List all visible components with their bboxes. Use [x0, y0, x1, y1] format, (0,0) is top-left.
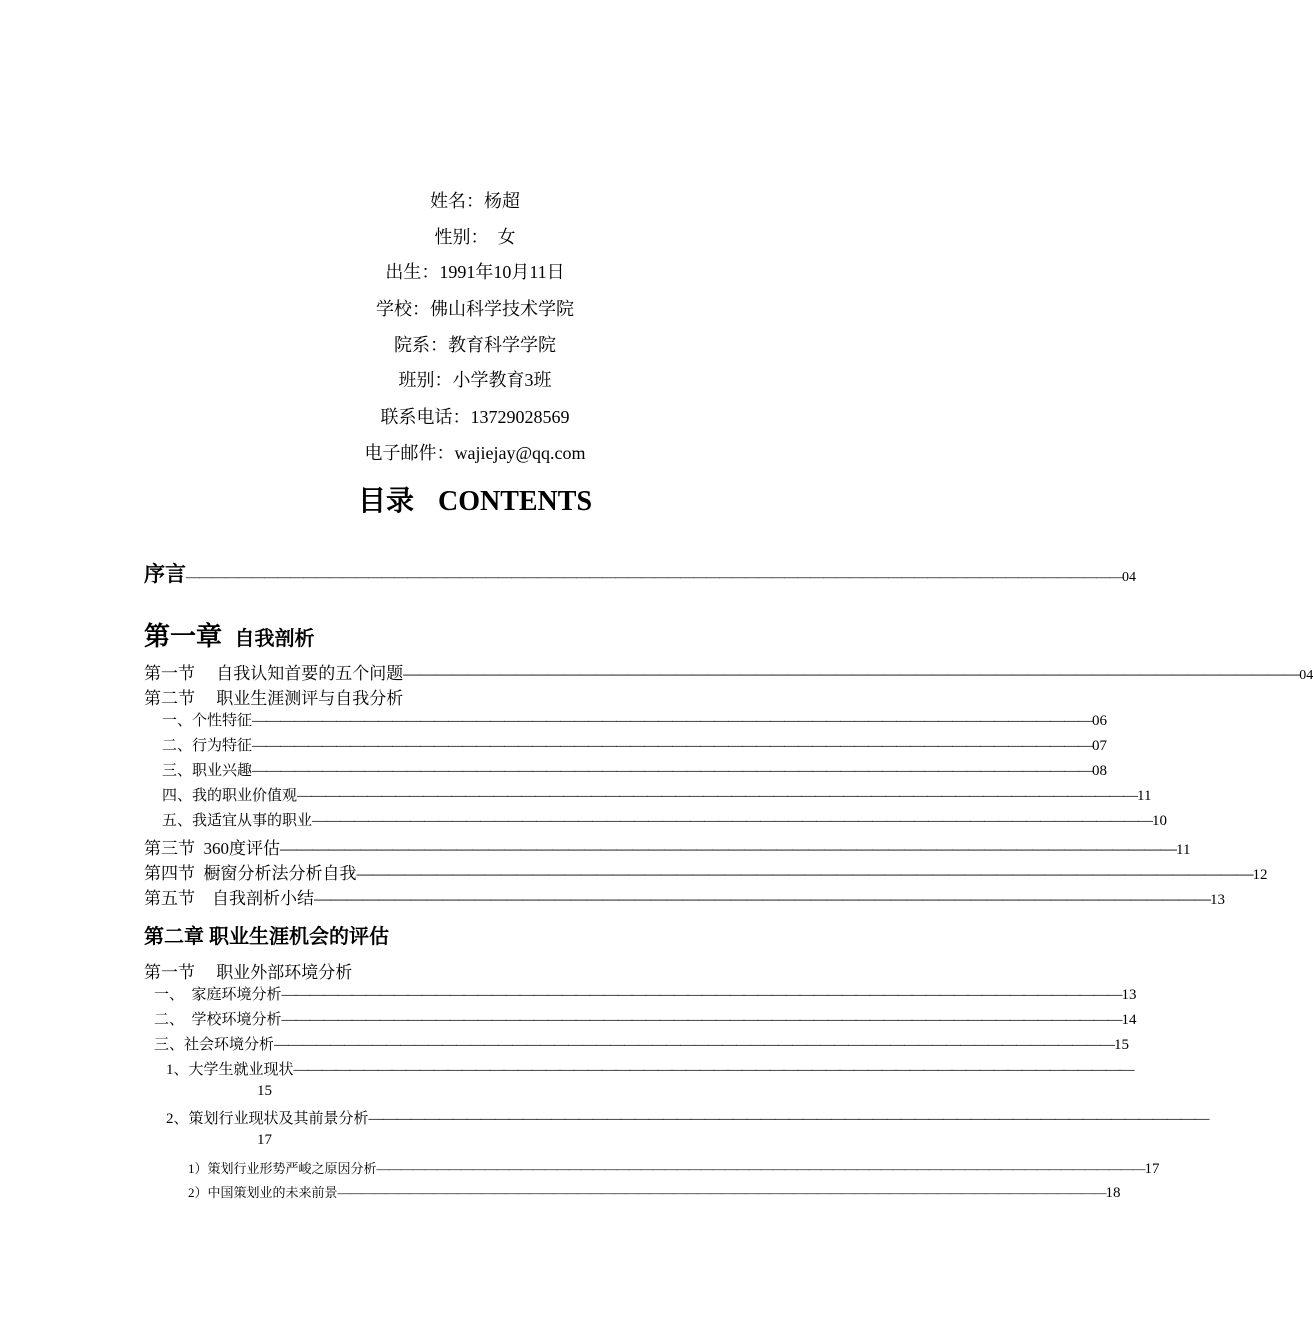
toc-entry[interactable]: [144, 659, 1313, 684]
toc-entry-label: 四、我的职业价值观: [162, 788, 298, 804]
toc-entry-page: 06: [1092, 713, 1108, 729]
toc-entry[interactable]: [154, 1008, 1137, 1029]
toc-leader: ————————————————————————————————————————————————————————————: [312, 813, 1153, 829]
toc-entry[interactable]: [154, 983, 1137, 1004]
toc-entry[interactable]: [166, 1107, 1209, 1128]
chapter-1-title: 自我剖析: [234, 628, 315, 650]
toc-leader: ————————————————————————————————————————————————————————————: [297, 788, 1138, 804]
toc-leader: ————————————————————————————————————————————————————————————: [281, 987, 1122, 1003]
toc-entry[interactable]: [162, 809, 1168, 830]
toc-leader: ————————————————————————————————————————————————————————: [314, 889, 1210, 908]
toc-entry-label: 二、 学校环境分析: [154, 1012, 282, 1028]
toc-entry-page: 08: [1092, 763, 1108, 779]
chapter-2-heading: 第二章 职业生涯机会的评估: [144, 926, 389, 948]
toc-leader: ————————————————————————————————————————————————————————————: [274, 1037, 1115, 1053]
toc-entry-page: 15: [1114, 1037, 1130, 1053]
toc-leader: ————————————————————————————————————————————————————————————: [252, 763, 1093, 779]
toc-leader: ————————————————————————————————————————————————————————: [403, 664, 1300, 683]
toc-leader: ————————————————————————————————————————————————————————————: [252, 738, 1093, 754]
toc-entry-label: 第三节 360度评估: [144, 839, 280, 858]
chapter-1-heading: [144, 616, 315, 653]
toc-entry[interactable]: [162, 759, 1108, 780]
info-department: 院系：教育科学学院: [394, 335, 556, 355]
toc-entry-page: 10: [1152, 813, 1168, 829]
toc-entry-page: 11: [1176, 842, 1191, 858]
toc-entry-page: 13: [1121, 987, 1137, 1003]
info-phone: 联系电话：13729028569: [380, 407, 570, 427]
toc-entry-label: 三、职业兴趣: [162, 763, 253, 779]
info-school: 学校：佛山科学技术学院: [376, 299, 574, 319]
toc-entry[interactable]: [144, 834, 1191, 859]
toc-leader: ————————————————————————————————————————————————————————————: [252, 713, 1093, 729]
toc-entry[interactable]: [188, 1158, 1160, 1178]
toc-entry[interactable]: [188, 1182, 1121, 1202]
toc-leader: ————————————————————————————————————————————————————————: [356, 864, 1253, 883]
toc-entry-page: 07: [1092, 738, 1108, 754]
toc-entry-label: 2）中国策划业的未来前景: [188, 1185, 338, 1200]
toc-entry-page: 17: [257, 1132, 272, 1148]
toc-entry-label: 一、 家庭环境分析: [154, 987, 282, 1003]
toc-entry-label: 一、个性特征: [162, 713, 253, 729]
toc-entry[interactable]: [162, 709, 1108, 730]
toc-title-en: CONTENTS: [437, 486, 593, 517]
toc-entry-label: 二、行为特征: [162, 738, 253, 754]
toc-entry-label: 序言: [144, 562, 186, 586]
toc-entry-label: 1、大学生就业现状: [166, 1062, 294, 1078]
info-name: 姓名：杨超: [430, 191, 520, 211]
info-class: 班别：小学教育3班: [398, 370, 552, 390]
toc-section-heading[interactable]: 第二节 职业生涯测评与自我分析: [144, 689, 404, 708]
toc-entry[interactable]: [144, 859, 1268, 884]
toc-entry-label: 三、社会环境分析: [154, 1037, 275, 1053]
toc-entry-label: 第五节 自我剖析小结: [144, 889, 314, 908]
toc-entry-page: 04: [1299, 668, 1313, 683]
toc-entry-page: 11: [1137, 788, 1152, 804]
toc-entry-label: 1）策划行业形势严峻之原因分析: [188, 1161, 377, 1176]
toc-entry-page: 18: [1105, 1185, 1121, 1201]
toc-entry[interactable]: [154, 1033, 1130, 1054]
toc-entry[interactable]: [162, 734, 1108, 755]
toc-leader: ————————————————————————————————————————————————————————————————: [337, 1185, 1106, 1200]
chapter-1-number: 第一章: [144, 622, 223, 651]
toc-leader: ————————————————————————————————————————————————————————————————————————: [186, 570, 1122, 585]
info-gender: 性别： 女: [434, 227, 516, 247]
info-birth: 出生：1991年10月11日: [385, 262, 565, 282]
toc-leader: ————————————————————————————————————————————————————————————: [368, 1111, 1209, 1127]
toc-entry-page: 14: [1121, 1012, 1137, 1028]
toc-entry-page: 13: [1210, 892, 1225, 908]
toc-entry-page: 17: [1144, 1161, 1160, 1177]
toc-entry-label: 第四节 橱窗分析法分析自我: [144, 864, 357, 883]
toc-entry-page: 15: [257, 1083, 272, 1099]
toc-entry-page: 04: [1122, 570, 1136, 585]
toc-entry-label: 2、策划行业现状及其前景分析: [166, 1111, 369, 1127]
toc-title: [0, 484, 950, 520]
toc-entry[interactable]: [162, 784, 1152, 805]
toc-entry-label: 五、我适宜从事的职业: [162, 813, 313, 829]
toc-leader: ————————————————————————————————————————————————————————————: [293, 1062, 1134, 1078]
toc-entry[interactable]: [166, 1058, 1134, 1079]
toc-section-heading[interactable]: 第一节 职业外部环境分析: [144, 963, 353, 982]
toc-leader: ————————————————————————————————————————————————————————————————: [376, 1161, 1145, 1176]
toc-entry-preface[interactable]: [144, 558, 1136, 588]
info-email: 电子邮件：wajiejay@qq.com: [364, 443, 586, 463]
toc-leader: ————————————————————————————————————————————————————————————: [281, 1012, 1122, 1028]
toc-title-cn: 目录: [357, 486, 414, 517]
toc-entry[interactable]: [144, 884, 1225, 909]
toc-leader: ————————————————————————————————————————————————————————: [280, 839, 1176, 858]
toc-entry-page: 12: [1252, 867, 1268, 883]
toc-entry-label: 第一节 自我认知首要的五个问题: [144, 664, 404, 683]
